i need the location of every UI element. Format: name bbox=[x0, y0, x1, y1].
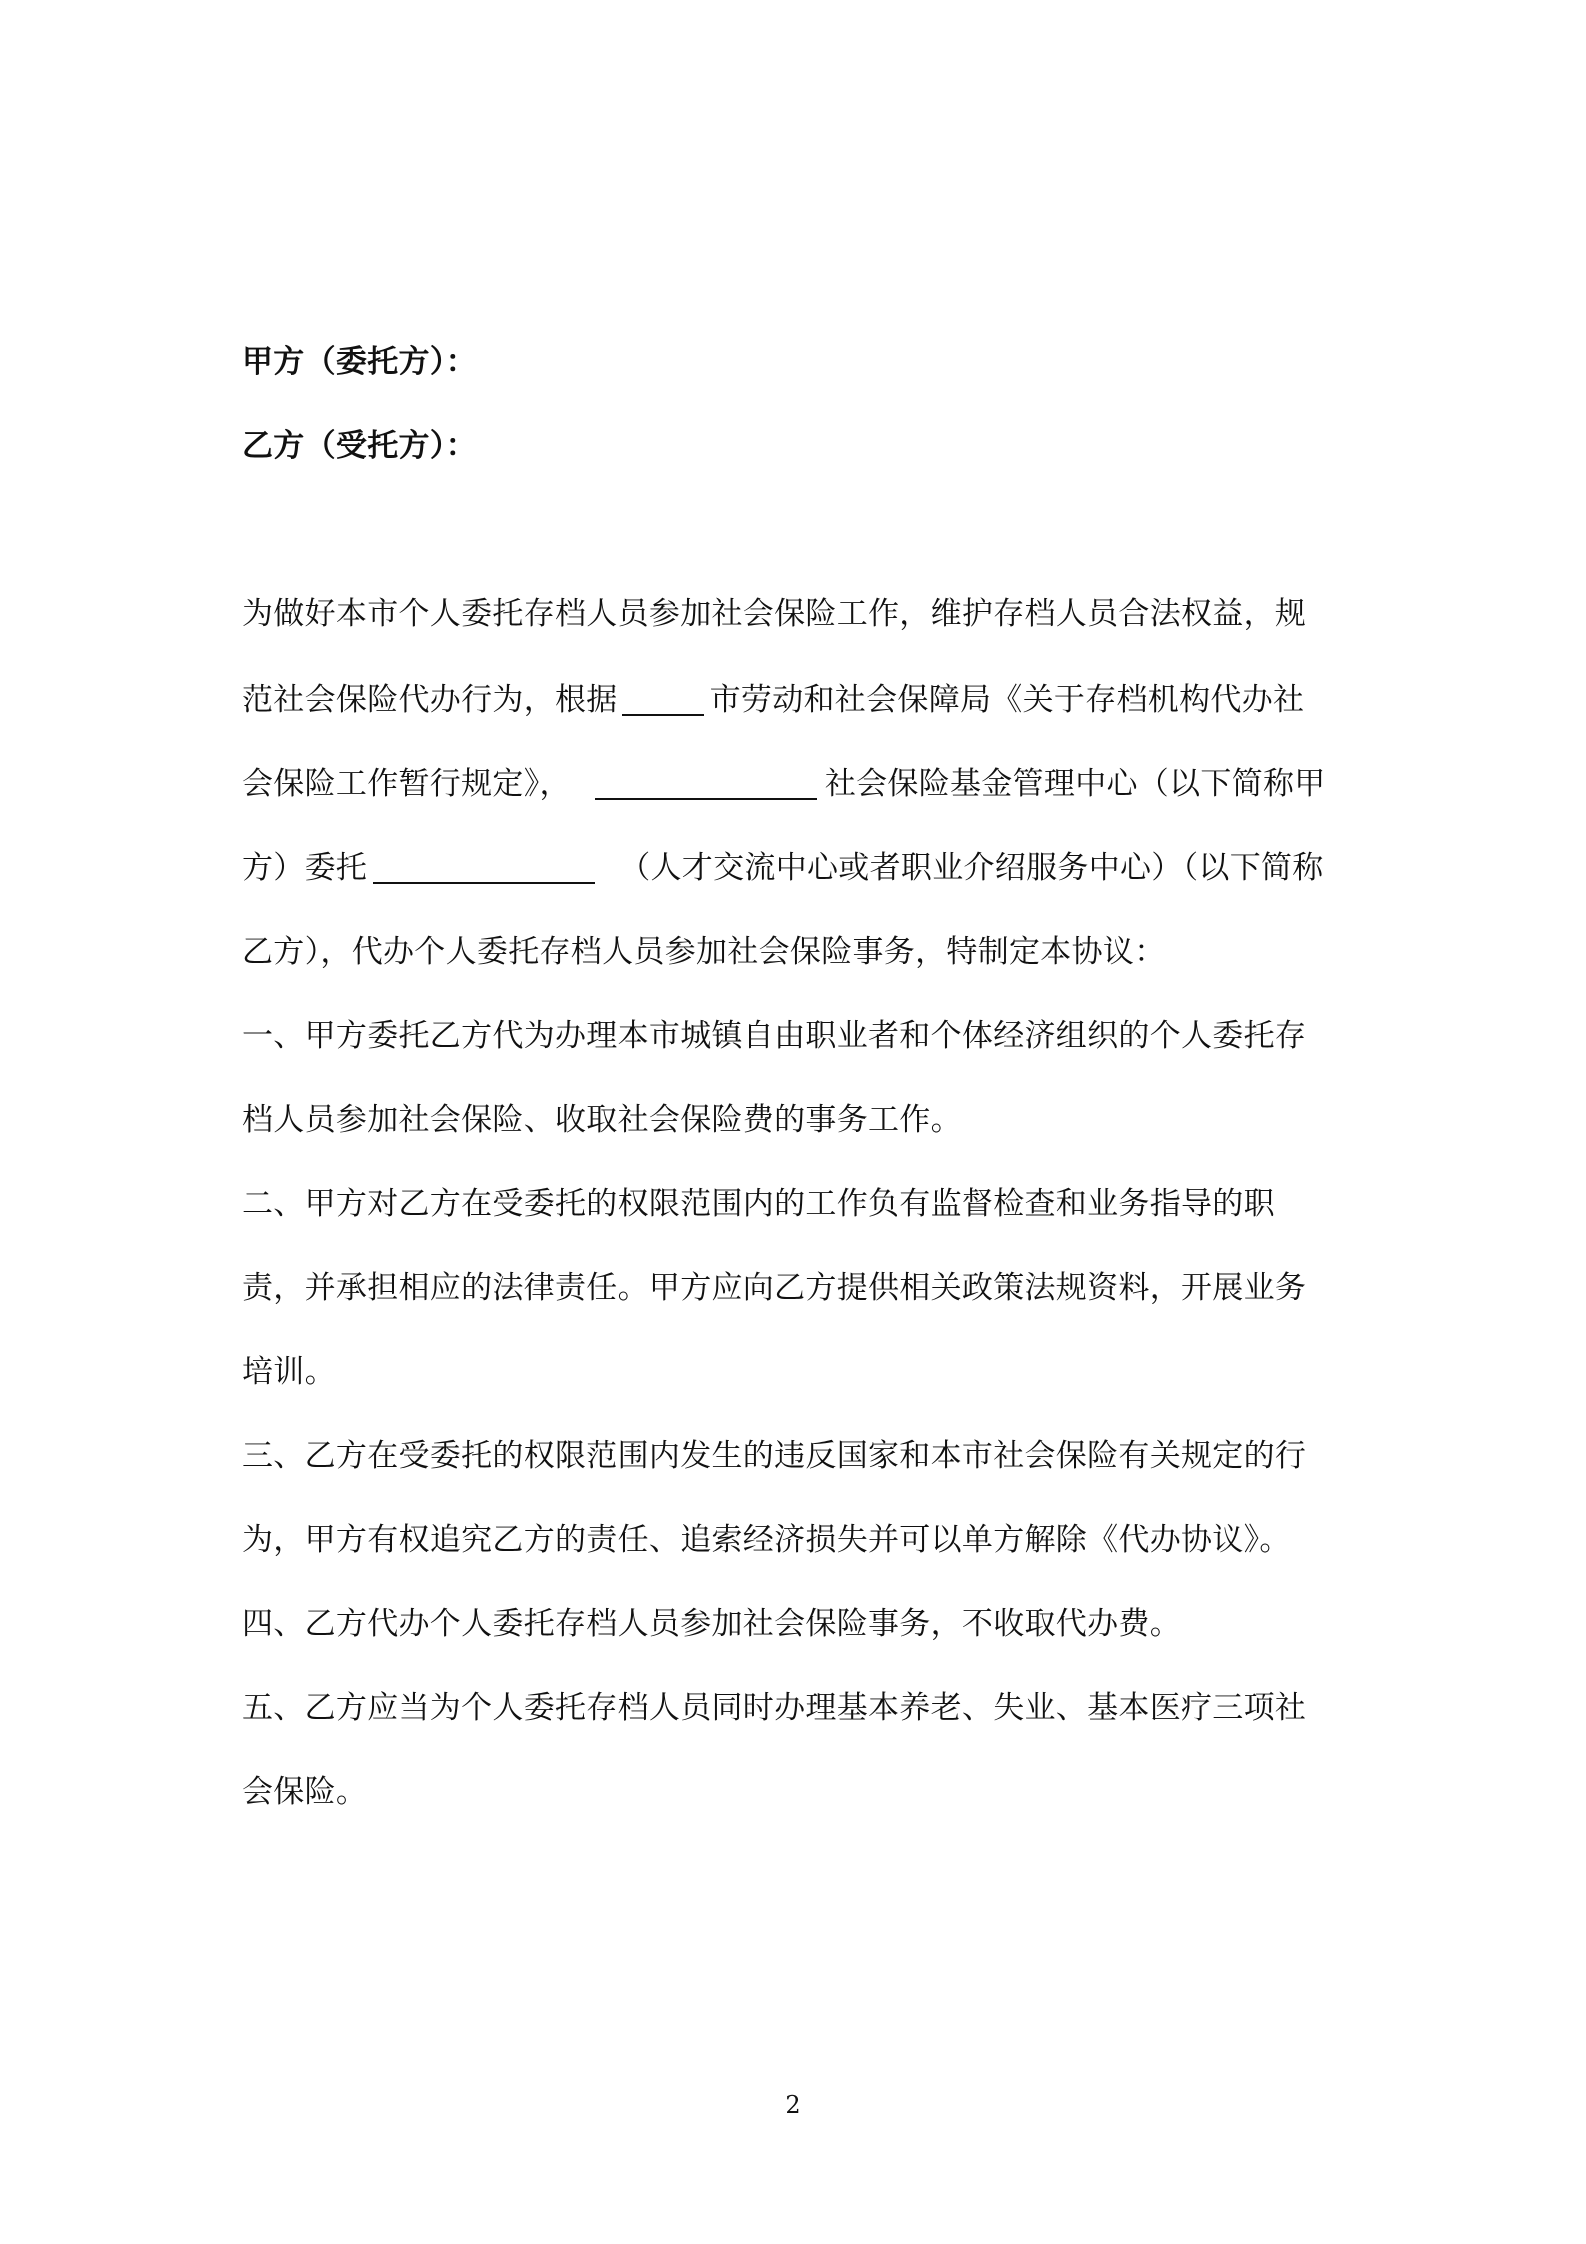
clause-3-line-2: 为，甲方有权追究乙方的责任、追索经济损失并可以单方解除《代办协议》。 bbox=[242, 1522, 1291, 1558]
preamble-line-2-text-a: 范社会保险代办行为，根据 bbox=[242, 682, 618, 718]
clause-5-line-1: 五、乙方应当为个人委托存档人员同时办理基本养老、失业、基本医疗三项社 bbox=[242, 1690, 1307, 1726]
fund-center-blank bbox=[595, 768, 817, 800]
preamble-line-4 bbox=[242, 848, 1324, 888]
clause-2-line-3: 培训。 bbox=[242, 1354, 336, 1390]
agency-blank bbox=[373, 852, 595, 884]
clause-2-line-2: 责，并承担相应的法律责任。甲方应向乙方提供相关政策法规资料，开展业务 bbox=[242, 1270, 1307, 1306]
clause-3-line-1: 三、乙方在受委托的权限范围内发生的违反国家和本市社会保险有关规定的行 bbox=[242, 1438, 1307, 1474]
party-a-label: 甲方（委托方）： bbox=[242, 344, 477, 380]
preamble-line-3-text-b: 社会保险基金管理中心（以下简称甲 bbox=[824, 766, 1326, 802]
preamble-line-2-text-b: 市劳动和社会保障局《关于存档机构代办社 bbox=[709, 682, 1305, 718]
preamble-line-4-text-a: 方）委托 bbox=[242, 850, 368, 886]
preamble-line-2 bbox=[242, 680, 1304, 720]
preamble-line-4-text-b: （人才交流中心或者职业介绍服务中心）（以下简称 bbox=[619, 850, 1324, 886]
preamble-line-1: 为做好本市个人委托存档人员参加社会保险工作，维护存档人员合法权益，规 bbox=[242, 596, 1307, 632]
page-number: 2 bbox=[785, 2091, 801, 2119]
clause-1-line-1: 一、甲方委托乙方代为办理本市城镇自由职业者和个体经济组织的个人委托存 bbox=[242, 1018, 1307, 1054]
city-blank bbox=[622, 684, 704, 716]
clause-2-line-1: 二、甲方对乙方在受委托的权限范围内的工作负有监督检查和业务指导的职 bbox=[242, 1186, 1275, 1222]
preamble-line-3 bbox=[242, 764, 1326, 804]
preamble-line-5: 乙方），代办个人委托存档人员参加社会保险事务，特制定本协议： bbox=[242, 934, 1166, 970]
party-b-label: 乙方（受托方）： bbox=[242, 428, 477, 464]
clause-1-line-2: 档人员参加社会保险、收取社会保险费的事务工作。 bbox=[242, 1102, 962, 1138]
preamble-line-3-text-a: 会保险工作暂行规定》， bbox=[242, 766, 571, 802]
clause-5-line-2: 会保险。 bbox=[242, 1774, 368, 1810]
clause-4-line-1: 四、乙方代办个人委托存档人员参加社会保险事务，不收取代办费。 bbox=[242, 1606, 1181, 1642]
